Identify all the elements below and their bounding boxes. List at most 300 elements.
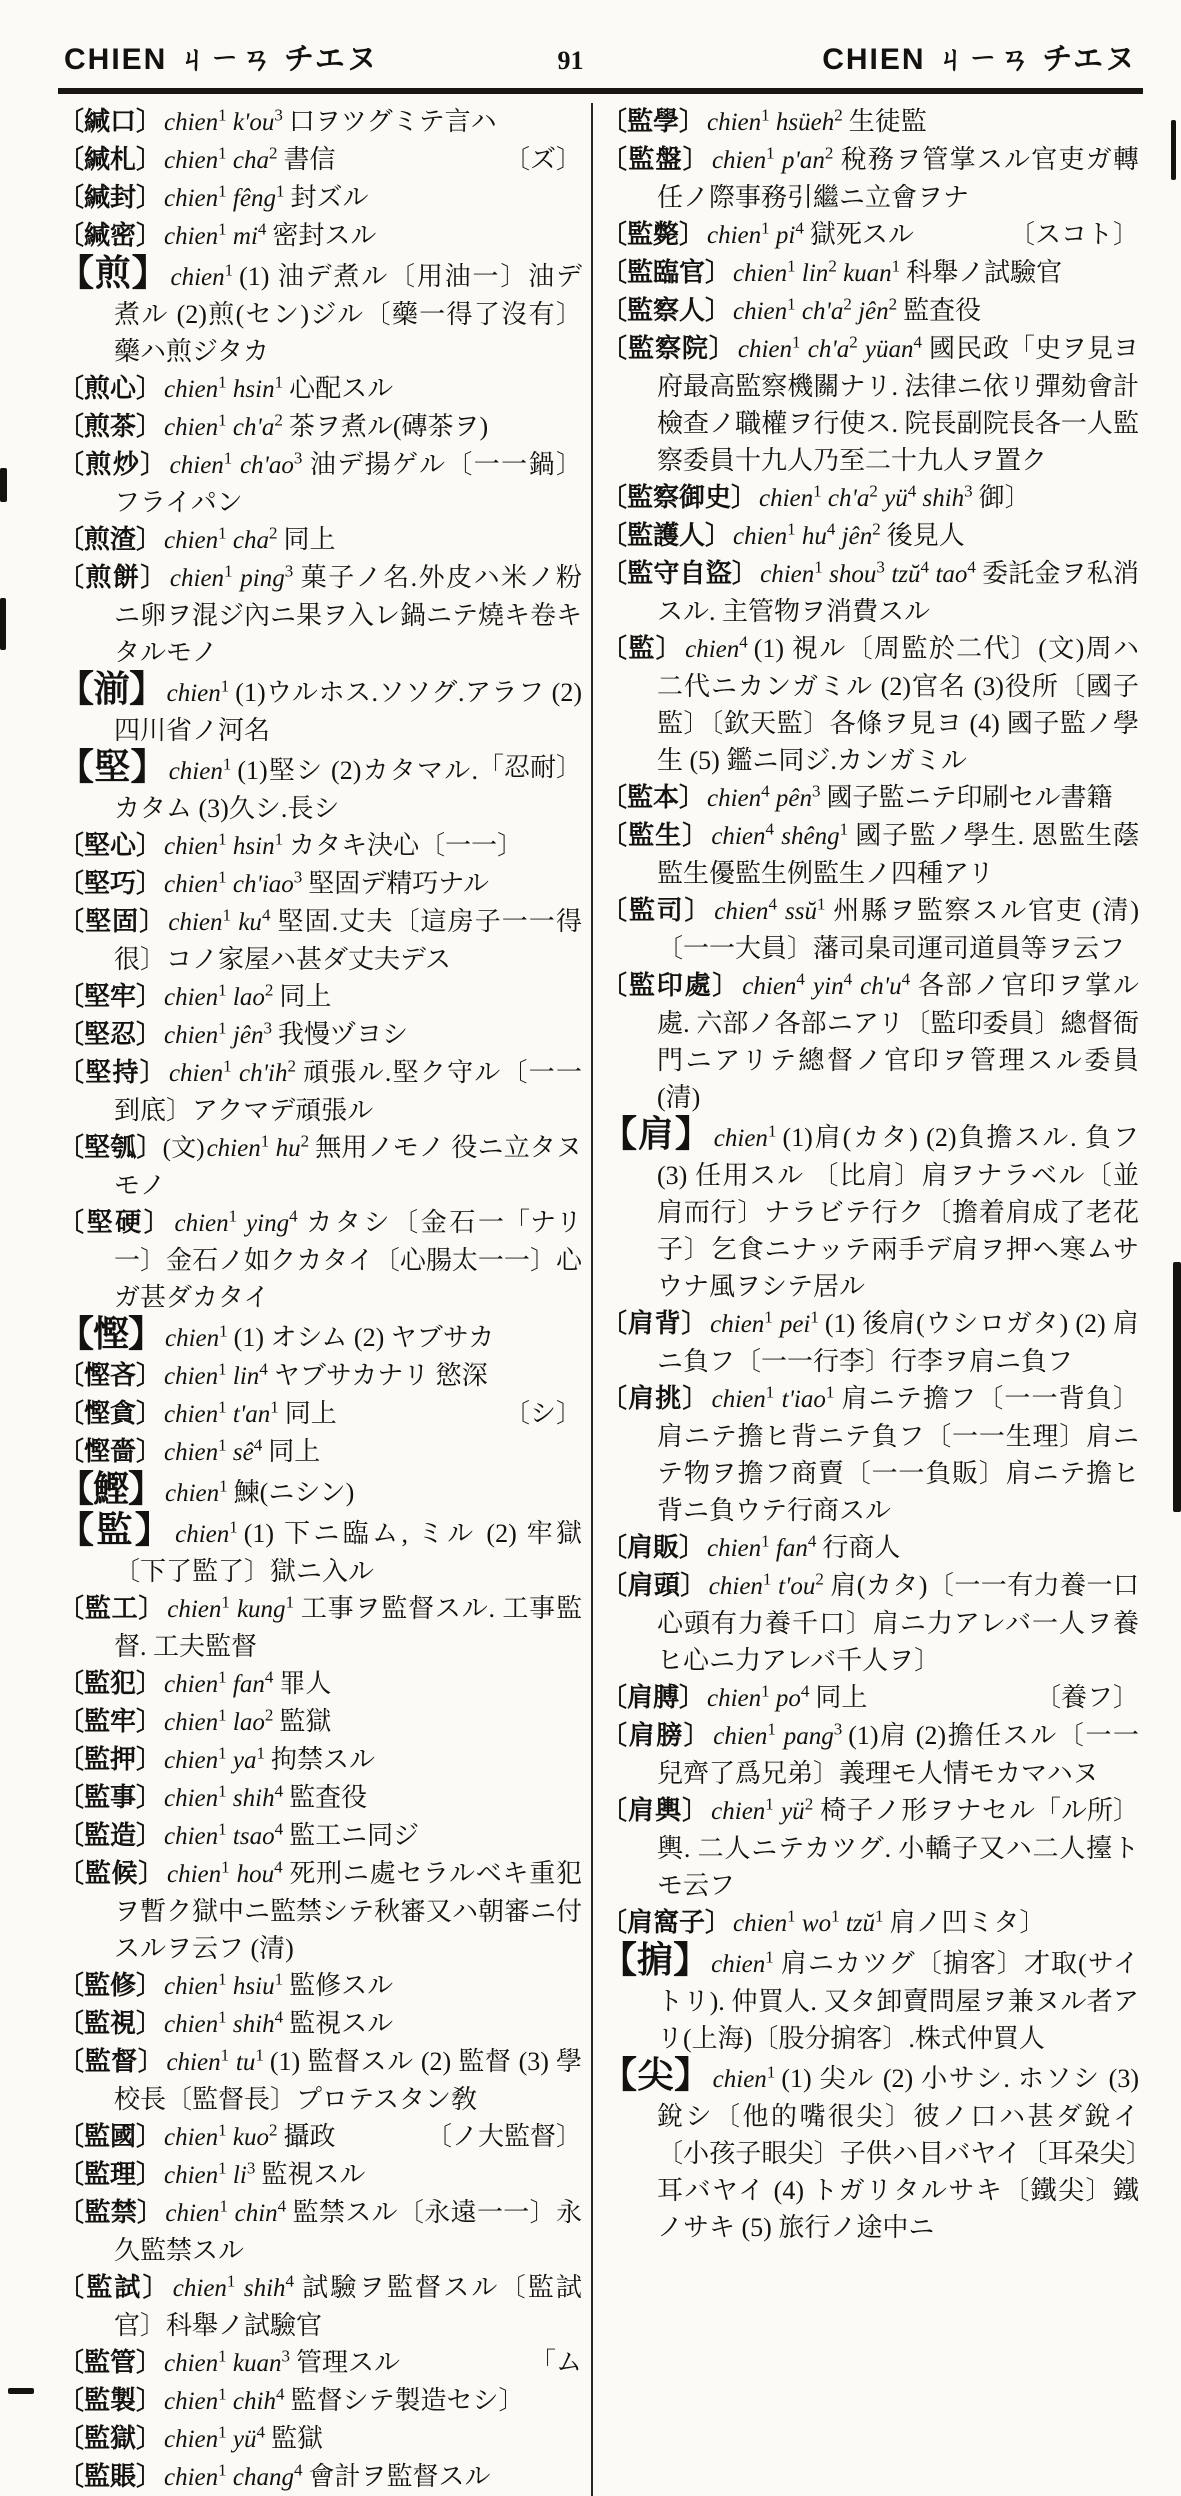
entry-headword: 〔監犯〕: [58, 1669, 163, 1698]
page-header: [58, 28, 1143, 88]
entry-romanization: chien$^1$ $ch'ih^2$: [168, 1056, 296, 1087]
header-rule: [58, 88, 1143, 93]
dictionary-entry: [58, 978, 582, 1016]
entry-romanization: chien$^1$ $ch'ao^3$: [169, 448, 303, 479]
entry-definition: 書信: [283, 145, 336, 174]
entry-headword: 〔煎炒〕: [58, 450, 168, 479]
entry-romanization: chien$^1$ $po^4$: [707, 1681, 810, 1712]
entry-headword: 〔肩挑〕: [601, 1384, 710, 1413]
dictionary-entry: [58, 255, 582, 370]
entry-definition: 同上: [268, 1437, 321, 1466]
entry-definition: 肩ニテ擔フ〔一一背負〕肩ニテ擔ヒ背ニテ負フ〔一一生理〕肩ニテ物ヲ擔フ商賣〔一一負販〕肩ニテ擔ヒ背ニ負ウテ行商スル: [657, 1384, 1139, 1525]
entry-headword: 〔監管〕: [58, 2348, 163, 2377]
entry-margin-note: 「ナリ: [503, 1208, 582, 1237]
entry-romanization: chien$^1$ shih$^4$: [164, 2007, 284, 2038]
entry-headword: 〔肩背〕: [601, 1309, 709, 1338]
entry-romanization: chien$^1$: [712, 2062, 776, 2093]
entry-headword: 〔監督〕: [58, 2047, 165, 2076]
dictionary-entry: [601, 216, 1139, 254]
entry-headword: 〔堅瓠〕: [58, 1133, 163, 1162]
dictionary-entry: [58, 2458, 582, 2496]
entry-definition: 同上: [815, 1683, 868, 1712]
entry-headword: 〔監製〕: [58, 2386, 163, 2415]
dictionary-entry: [58, 1357, 582, 1395]
dictionary-entry: [58, 141, 582, 179]
entry-definition: (1) 下ニ臨ム, ミル (2) 牢獄〔下了監了〕獄ニ入ル: [114, 1519, 582, 1586]
dictionary-entry: [58, 1665, 582, 1703]
entry-headword: 【掮】: [601, 1940, 710, 1980]
entry-romanization: chien$^1$ hsüeh$^2$: [707, 105, 843, 136]
entry-definition: 委託金ヲ私消スル. 主管物ヲ消費スル: [657, 559, 1139, 626]
entry-definition: 椅子ノ形ヲナセル輿. 二人ニテカツグ. 小轎子又ハ二人擡トモ云フ: [657, 1796, 1139, 1900]
entry-definition: (1)肩(カタ) (2)負擔スル. 負フ (3) 任用スル 〔比肩〕肩ヲナラベル〔並肩而行〕ナラビテ行ク〔擔着肩成了老花子〕乞食ニナッテ兩手デ肩ヲ押ヘ寒ムサウナ風ヲシテ居ル: [657, 1123, 1139, 1301]
entry-romanization: chien$^1$: [713, 1121, 777, 1152]
column-divider: [591, 103, 593, 2496]
dictionary-entry: [601, 630, 1139, 779]
entry-definition: 拘禁スル: [271, 1745, 376, 1774]
entry-romanization: chien$^1$ $t'ou^2$: [708, 1569, 824, 1600]
entry-definition: カタキ決心〔一一〕: [289, 831, 524, 860]
entry-headword: 【煎】: [58, 253, 169, 293]
entry-romanization: chien$^1$ $p'an^2$: [711, 143, 834, 174]
entry-romanization: chien$^1$ kung$^1$: [167, 1592, 295, 1623]
entry-romanization: chien$^1$: [711, 1947, 774, 1978]
entry-romanization: chien$^1$ shou$^3$ tzŭ$^4$ tao$^4$: [760, 557, 976, 588]
entry-headword: 〔肩輿〕: [601, 1796, 710, 1825]
ink-smudge: [0, 598, 6, 650]
entry-definition: 口ヲツグミテ言ハ: [288, 107, 497, 136]
entry-headword: 〔監印處〕: [601, 971, 741, 1000]
entry-romanization: chien$^1$ $hu^2$: [206, 1131, 310, 1162]
entry-romanization: chien$^1$ lin$^4$: [164, 1359, 268, 1390]
dictionary-entry: [601, 1679, 1139, 1717]
entry-definition: 茶ヲ煮ル(磚茶ヲ): [288, 412, 489, 441]
dictionary-entry: [601, 1380, 1139, 1529]
entry-headword: 〔監候〕: [58, 1859, 165, 1888]
entry-headword: 【肩】: [601, 1114, 712, 1154]
entry-margin-note: 〔シ〕: [503, 1399, 582, 1428]
dictionary-entry: [601, 292, 1139, 330]
entry-headword: 〔慳吝〕: [58, 1361, 163, 1390]
entry-definition: 無用ノモノ 役ニ立タヌモノ: [114, 1133, 582, 1200]
entry-headword: 〔監生〕: [601, 821, 710, 850]
entry-romanization: chien$^1$ ping$^3$: [169, 561, 294, 592]
dictionary-entry: [58, 1590, 582, 1665]
scan-edge-artifact: [1173, 1262, 1181, 1512]
entry-definition: 鰊(ニシン): [233, 1478, 355, 1507]
entry-definition: (1) 尖ル (2) 小サシ. ホソシ (3) 銳シ〔他的嘴很尖〕彼ノ口ハ甚ダ銳イ〔小孩子眼尖〕子供ハ目バヤイ〔耳朶尖〕耳バヤイ (4) トガリタルサキ〔鐵尖〕鐵ノサキ (5) 旅行ノ途中ニ: [657, 2064, 1139, 2242]
entry-headword: 〔監工〕: [58, 1594, 166, 1623]
entry-headword: 〔監造〕: [58, 1821, 163, 1850]
dictionary-entry: [601, 254, 1139, 292]
entry-romanization: chien$^1$: [165, 1476, 228, 1507]
entry-romanization: chien$^1$ pei$^1$: [710, 1307, 819, 1338]
dictionary-entry: [58, 1703, 582, 1741]
dictionary-entry: [58, 1855, 582, 1967]
entry-romanization: chien$^1$ $ch'a^2$ jên$^2$: [733, 294, 898, 325]
entry-definition: 監視スル: [261, 2160, 366, 2189]
dictionary-entry: [58, 559, 582, 671]
entry-definition: 我慢ヅヨシ: [277, 1020, 408, 1049]
entry-romanization: chien$^1$: [170, 260, 234, 291]
entry-definition: カタシ〔金石一一〕金石ノ如クカタイ〔心腸太一一〕心ガ甚ダカタイ: [114, 1208, 582, 1312]
entry-headword: 〔監察人〕: [601, 296, 732, 325]
entry-definition: (1)ウルホス.ソソグ.アラフ (2)四川省ノ河名: [114, 678, 582, 745]
dictionary-entry: [58, 1016, 582, 1054]
dictionary-entry: [58, 2118, 582, 2156]
dictionary-entry: [58, 179, 582, 217]
entry-definition: 心配スル: [289, 374, 394, 403]
entry-definition: 堅固デ精巧ナル: [308, 869, 489, 898]
entry-definition: 會計ヲ監督スル: [308, 2462, 491, 2491]
ink-smudge: [8, 2388, 34, 2394]
dictionary-entry: [58, 1817, 582, 1855]
entry-headword: 〔監國〕: [58, 2122, 163, 2151]
entry-headword: 〔煎渣〕: [58, 525, 163, 554]
dictionary-entry: [601, 1717, 1139, 1792]
entry-headword: 〔堅心〕: [58, 831, 163, 860]
entry-romanization: chien$^4$ pên$^3$: [707, 781, 821, 812]
entry-romanization: chien$^1$ ch'iao$^3$: [164, 867, 303, 898]
entry-headword: 〔監守自盜〕: [601, 559, 759, 588]
entry-romanization: chien$^4$ shêng$^1$: [711, 819, 849, 850]
entry-definition: (1) 後肩(ウシロガタ) (2) 肩ニ負フ〔一一行李〕行李ヲ肩ニ負フ: [657, 1309, 1139, 1376]
dictionary-entry: [58, 446, 582, 521]
entry-romanization: chien$^1$ lin$^2$ kuan$^1$: [733, 256, 901, 287]
entry-headword: 【湔】: [58, 669, 165, 709]
dictionary-entry: [58, 370, 582, 408]
entry-romanization: chien$^1$ t'iao$^1$: [711, 1382, 835, 1413]
dictionary-entry: [58, 1967, 582, 2005]
entry-romanization: chien$^1$ chang$^4$: [164, 2460, 303, 2491]
entry-romanization: chien$^1$ shih$^4$: [164, 1781, 284, 1812]
dictionary-entry: [601, 2057, 1139, 2246]
entry-headword: 〔煎心〕: [58, 374, 163, 403]
entry-margin-note: 〔養フ〕: [1034, 1683, 1139, 1712]
entry-headword: 〔監護人〕: [601, 521, 732, 550]
ink-smudge: [0, 468, 7, 502]
dictionary-entry: [58, 1741, 582, 1779]
dictionary-entry: [58, 2420, 582, 2458]
entry-romanization: chien$^1$ $ch'a^2$ $yü^4$ shih$^3$: [759, 481, 973, 512]
entry-romanization: chien$^1$ ying$^4$: [174, 1206, 298, 1237]
entry-romanization: chien$^1$ cha$^2$: [164, 143, 278, 174]
entry-definition: 罪人: [279, 1669, 332, 1698]
entry-headword: 〔監察院〕: [601, 334, 736, 363]
entry-definition: 監禁スル〔永遠一一〕永久監禁スル: [114, 2198, 582, 2265]
entry-margin-note: 「ル所〕: [1034, 1796, 1139, 1825]
dictionary-entry: [601, 330, 1139, 479]
entry-romanization: chien$^1$ $pi^4$: [707, 218, 804, 249]
dictionary-entry: [58, 408, 582, 446]
entry-romanization: chien$^1$ hou$^4$: [166, 1857, 283, 1888]
entry-romanization: chien$^1$ hsiu$^1$: [164, 1969, 284, 2000]
entry-definition: 工事ヲ監督スル. 工事監督. 工夫監督: [114, 1594, 582, 1661]
dictionary-entry: [58, 217, 582, 255]
entry-margin-note: 「史ヲ見ヨ: [1008, 334, 1139, 363]
dictionary-entry: [58, 827, 582, 865]
dictionary-entry: [601, 1942, 1139, 2057]
entry-headword: 〔監獄〕: [58, 2424, 163, 2453]
entry-definition: (1) 油デ煮ル〔用油一〕油デ煮ル (2)煎(セン)ジル〔藥一得了沒有〕藥ハ煎ジタカ: [114, 262, 582, 366]
entry-headword: 〔監試〕: [58, 2273, 171, 2302]
entry-headword: 〔監事〕: [58, 1783, 163, 1812]
entry-headword: 〔肩膊〕: [601, 1683, 706, 1712]
dictionary-entry: [58, 2005, 582, 2043]
dictionary-entry: [58, 2382, 582, 2420]
entry-definition: 同上: [284, 1399, 337, 1428]
entry-headword: 〔監牢〕: [58, 1707, 163, 1736]
entry-romanization: chien$^4$: [685, 632, 748, 663]
entry-definition: 封ズル: [290, 183, 369, 212]
entry-headword: 〔監本〕: [601, 783, 706, 812]
entry-romanization: chien$^4$ ssŭ$^1$: [714, 894, 826, 925]
entry-headword: 〔堅巧〕: [58, 869, 163, 898]
entry-headword: 〔緘札〕: [58, 145, 163, 174]
left-column: [58, 103, 582, 2496]
entry-headword: 〔煎茶〕: [58, 412, 163, 441]
entry-romanization: chien$^1$ $ch'a^2$: [164, 410, 283, 441]
entry-definition: 同上: [283, 525, 336, 554]
entry-headword: 〔監斃〕: [601, 220, 706, 249]
entry-headword: 【鰹】: [58, 1469, 164, 1509]
entry-definition: 管理スル: [296, 2348, 401, 2377]
entry-definition: 菓子ノ名.外皮ハ米ノ粉ニ卵ヲ混ジ內ニ果ヲ入レ鍋ニテ燒キ卷キタルモノ: [114, 563, 583, 667]
dictionary-entry: [601, 817, 1139, 892]
dictionary-entry: [601, 892, 1139, 967]
dictionary-entry: [58, 2156, 582, 2194]
entry-romanization: chien$^1$ cha$^2$: [164, 523, 278, 554]
dictionary-entry: [58, 1129, 582, 1204]
entry-margin-note: 〔ノ大監督〕: [425, 2122, 582, 2151]
dictionary-entry: [601, 1116, 1139, 1305]
entry-headword: 〔監理〕: [58, 2160, 163, 2189]
entry-margin-note: 〔ズ〕: [503, 145, 582, 174]
entry-headword: 〔堅持〕: [58, 1058, 167, 1087]
dictionary-entry: [58, 2043, 582, 2118]
entry-romanization: chien$^1$ hsin$^1$: [164, 372, 284, 403]
dictionary-entry: [58, 671, 582, 749]
entry-headword: 〔監視〕: [58, 2009, 163, 2038]
entry-romanization: chien$^1$ kuan$^3$: [164, 2346, 291, 2377]
entry-romanization: chien$^1$ $t'an^1$: [164, 1397, 279, 1428]
entry-headword: 〔監盤〕: [601, 145, 710, 174]
dictionary-entry: [58, 1471, 582, 1512]
dictionary-entry: [601, 479, 1139, 517]
entry-definition: 行商人: [822, 1533, 901, 1562]
entry-romanization: chien$^1$ pang$^3$: [713, 1719, 843, 1750]
dictionary-entry: [601, 1904, 1139, 1942]
entry-headword: 【監】: [58, 1510, 174, 1550]
entry-definition: 獄死スル: [809, 220, 914, 249]
entry-definition: 死刑ニ處セラルベキ重犯ヲ暫ク獄中ニ監禁シテ秋審又ハ朝審ニ付スルヲ云フ (清): [114, 1859, 583, 1963]
dictionary-entry: [58, 521, 582, 559]
entry-definition: 國子監ノ學生. 恩監生蔭監生優監生例監生ノ四種アリ: [657, 821, 1139, 888]
entry-romanization: chien$^1$ $yü^4$: [164, 2422, 266, 2453]
dictionary-entry: [58, 1316, 582, 1357]
entry-romanization: chien$^1$ $li^3$: [164, 2158, 256, 2189]
entry-definition: 州縣ヲ監察スル官吏 (清)〔一一大員〕藩司臬司運司道員等ヲ云フ: [657, 896, 1139, 963]
entry-romanization: chien$^1$ $tu^1$: [166, 2045, 264, 2076]
entry-definition: (1)堅シ (2)カタマル.カタム (3)久シ.長シ: [114, 756, 478, 823]
dictionary-entry: [58, 865, 582, 903]
entry-definition: 各部ノ官印ヲ掌ル處. 六部ノ各部ニアリ〔監印委員〕總督衙門ニアリテ總督ノ官印ヲ管理スル委員 (清): [657, 971, 1139, 1112]
entry-romanization: chien$^1$ fêng$^1$: [164, 181, 285, 212]
entry-romanization: chien$^1$ hsin$^1$: [164, 829, 284, 860]
page-number: 91: [557, 46, 584, 75]
entry-headword: 〔慳嗇〕: [58, 1437, 163, 1466]
entry-romanization: chien$^1$: [168, 754, 232, 785]
entry-headword: 〔慳貪〕: [58, 1399, 163, 1428]
entry-romanization: chien$^1$ $mi^4$: [164, 219, 267, 250]
entry-headword: 〔肩窩子〕: [601, 1908, 732, 1937]
entry-definition: 肩ノ凹ミタ〕: [889, 1908, 1046, 1937]
dictionary-page: [58, 28, 1143, 2496]
entry-definition: 試驗ヲ監督スル〔監試官〕科舉ノ試驗官: [114, 2273, 582, 2340]
entry-definition: 堅固.丈夫〔這房子一一得很〕コノ家屋ハ甚ダ丈夫デス: [114, 907, 582, 974]
dictionary-entry: [58, 1512, 582, 1590]
entry-definition: 御〕: [978, 483, 1031, 512]
entry-romanization: chien$^1$ $k'ou^3$: [164, 105, 283, 136]
entry-romanization: chien$^1$ chih$^4$: [164, 2384, 285, 2415]
entry-definition: (1)肩 (2)擔任スル〔一一兒齊了爲兄弟〕義理モ人情モカマハヌ: [657, 1721, 1140, 1788]
entry-definition: 肩ニカツグ〔掮客〕才取(サイトリ). 仲買人. 又タ卸賣問屋ヲ兼ヌル者アリ(上海)〔股分掮客〕.株式仲買人: [657, 1949, 1139, 2053]
entry-romanization: chien$^1$: [175, 1517, 238, 1548]
entry-headword: 〔監修〕: [58, 1971, 163, 2000]
entry-headword: 〔監察御史〕: [601, 483, 758, 512]
entry-definition: 國子監ニテ印刷セル書籍: [826, 783, 1113, 812]
entry-romanization: chien$^1$ shih$^4$: [172, 2271, 295, 2302]
entry-definition: 攝政: [283, 2122, 336, 2151]
entry-romanization: chien$^1$ kuo$^2$: [164, 2120, 278, 2151]
entry-headword: 〔煎餅〕: [58, 563, 168, 592]
dictionary-entry: [601, 1792, 1139, 1904]
entry-headword: 〔監臨官〕: [601, 258, 732, 287]
entry-headword: 〔緘密〕: [58, 221, 163, 250]
entry-romanization: chien$^1$ $hu^4$ jên$^2$: [733, 519, 881, 550]
entry-definition: 監工ニ同ジ: [289, 1821, 420, 1850]
entry-romanization: chien$^1$ $yü^2$: [711, 1794, 814, 1825]
dictionary-entry: [601, 1305, 1139, 1380]
entry-definition: 頑張ル.堅ク守ル〔一一到底〕アクマデ頑張ル: [114, 1058, 582, 1125]
entry-definition: (1) 監督スル (2) 監督 (3) 學校長〔監督長〕プロテスタン敎: [114, 2047, 583, 2114]
dictionary-entry: [601, 103, 1139, 141]
entry-definition: 監獄: [279, 1707, 332, 1736]
dictionary-entry: [58, 1779, 582, 1817]
entry-definition: 密封スル: [272, 221, 377, 250]
entry-definition: 生徒監: [848, 107, 927, 136]
entry-headword: 〔肩膀〕: [601, 1721, 712, 1750]
header-left-title: CHIEN ㄐㄧㄢ チエヌ: [64, 43, 379, 76]
entry-romanization: chien$^1$ fan$^4$: [707, 1531, 817, 1562]
entry-definition: 肩(カタ)〔一一有力養一口心頭有力養千口〕肩ニ力アレバ一人ヲ養ヒ心ニ力アレバ千人ヲ〕: [657, 1571, 1139, 1675]
dictionary-entry: [58, 1395, 582, 1433]
entry-definition: (1) 視ル〔周監於二代〕(文)周ハ二代ニカンガミル (2)官名 (3)役所〔國子監〕〔欽天監〕各條ヲ見ヨ (4) 國子監ノ學生 (5) 鑑ニ同ジ.カンガミル: [657, 634, 1139, 775]
dictionary-entry: [58, 2194, 582, 2269]
dictionary-entry: [58, 103, 582, 141]
entry-headword: 〔監學〕: [601, 107, 706, 136]
entry-headword: 〔堅固〕: [58, 907, 167, 936]
entry-definition: (1) オシム (2) ヤブサカ: [233, 1323, 495, 1352]
dictionary-entry: [58, 1054, 582, 1129]
entry-headword: 【堅】: [58, 747, 167, 787]
entry-romanization: chien$^1$ $wo^1$ tzŭ$^1$: [733, 1906, 884, 1937]
entry-usage-label: (文): [162, 1135, 205, 1162]
dictionary-entry: [601, 779, 1139, 817]
entry-definition: 國民政府最高監察機關ナリ. 法律ニ依リ彈劾會計檢查ノ職權ヲ行使ス. 院長副院長各一人監察委員十九人乃至二十九人ヲ置ク: [657, 334, 1139, 475]
dictionary-entry: [58, 2344, 582, 2382]
entry-definition: 油デ揚ゲル〔一一鍋〕フライパン: [114, 450, 582, 517]
entry-definition: 同上: [279, 982, 332, 1011]
dictionary-entry: [58, 1433, 582, 1471]
entry-headword: 【尖】: [601, 2055, 711, 2095]
entry-headword: 〔監賬〕: [58, 2462, 163, 2491]
entry-headword: 〔監押〕: [58, 1745, 163, 1774]
dictionary-entry: [601, 141, 1139, 216]
dictionary-entry: [601, 1529, 1139, 1567]
entry-definition: 監査役: [289, 1783, 368, 1812]
entry-headword: 〔監禁〕: [58, 2198, 164, 2227]
dictionary-entry: [58, 749, 582, 827]
entry-headword: 〔緘封〕: [58, 183, 163, 212]
entry-romanization: chien$^1$ $ku^4$: [168, 905, 271, 936]
entry-definition: 監修スル: [289, 1971, 394, 2000]
entry-definition: 監視スル: [289, 2009, 394, 2038]
entry-romanization: chien$^1$ jên$^3$: [164, 1018, 272, 1049]
dictionary-entry: [601, 967, 1139, 1116]
entry-romanization: chien$^1$ $ya^1$: [164, 1743, 266, 1774]
entry-headword: 〔監〕: [601, 634, 684, 663]
entry-definition: ヤブサカナリ 慾深: [273, 1361, 488, 1390]
dictionary-entry: [601, 517, 1139, 555]
entry-headword: 〔緘口〕: [58, 107, 163, 136]
entry-romanization: chien$^1$ $ch'a^2$ yüan$^4$: [737, 332, 923, 363]
entry-definition: 監獄: [271, 2424, 324, 2453]
entry-definition: 監査役: [903, 296, 982, 325]
entry-romanization: chien$^1$: [166, 676, 230, 707]
entry-romanization: chien$^1$ lao$^2$: [164, 980, 274, 1011]
entry-margin-note: 〔スコト〕: [1008, 220, 1139, 249]
right-column: [601, 103, 1139, 2496]
entry-romanization: chien$^1$ tsao$^4$: [164, 1819, 284, 1850]
entry-definition: 後見人: [886, 521, 965, 550]
dictionary-entry: [601, 1567, 1139, 1679]
entry-romanization: chien$^1$ lao$^2$: [164, 1705, 274, 1736]
entry-romanization: chien$^1$ fan$^4$: [164, 1667, 274, 1698]
entry-headword: 〔堅牢〕: [58, 982, 163, 1011]
entry-headword: 〔堅忍〕: [58, 1020, 163, 1049]
entry-margin-note: 「忍耐〕: [477, 753, 582, 782]
entry-romanization: chien$^1$: [165, 1321, 228, 1352]
two-column-body: [58, 103, 1143, 2496]
dictionary-entry: [58, 1204, 582, 1316]
entry-romanization: chien$^1$ chin$^4$: [165, 2196, 287, 2227]
entry-headword: 〔堅硬〕: [58, 1208, 173, 1237]
scan-edge-artifact: [1171, 120, 1176, 180]
dictionary-entry: [58, 903, 582, 978]
entry-definition: 科舉ノ試驗官: [906, 258, 1063, 287]
entry-romanization: chien$^1$ $sê^4$: [164, 1435, 263, 1466]
entry-headword: 〔肩頭〕: [601, 1571, 707, 1600]
entry-headword: 〔監司〕: [601, 896, 713, 925]
entry-definition: 監督シテ製造セシ〕: [290, 2386, 525, 2415]
entry-definition: 稅務ヲ管掌スル官吏ガ轉任ノ際事務引繼ニ立會ヲナ: [657, 145, 1139, 212]
dictionary-entry: [601, 555, 1139, 630]
entry-romanization: chien$^4$ yin$^4$ $ch'u^4$: [742, 969, 911, 1000]
header-right-title: CHIEN ㄐㄧㄢ チエヌ: [822, 43, 1137, 76]
entry-margin-note: 「ム: [529, 2348, 582, 2377]
entry-headword: 【慳】: [58, 1314, 164, 1354]
